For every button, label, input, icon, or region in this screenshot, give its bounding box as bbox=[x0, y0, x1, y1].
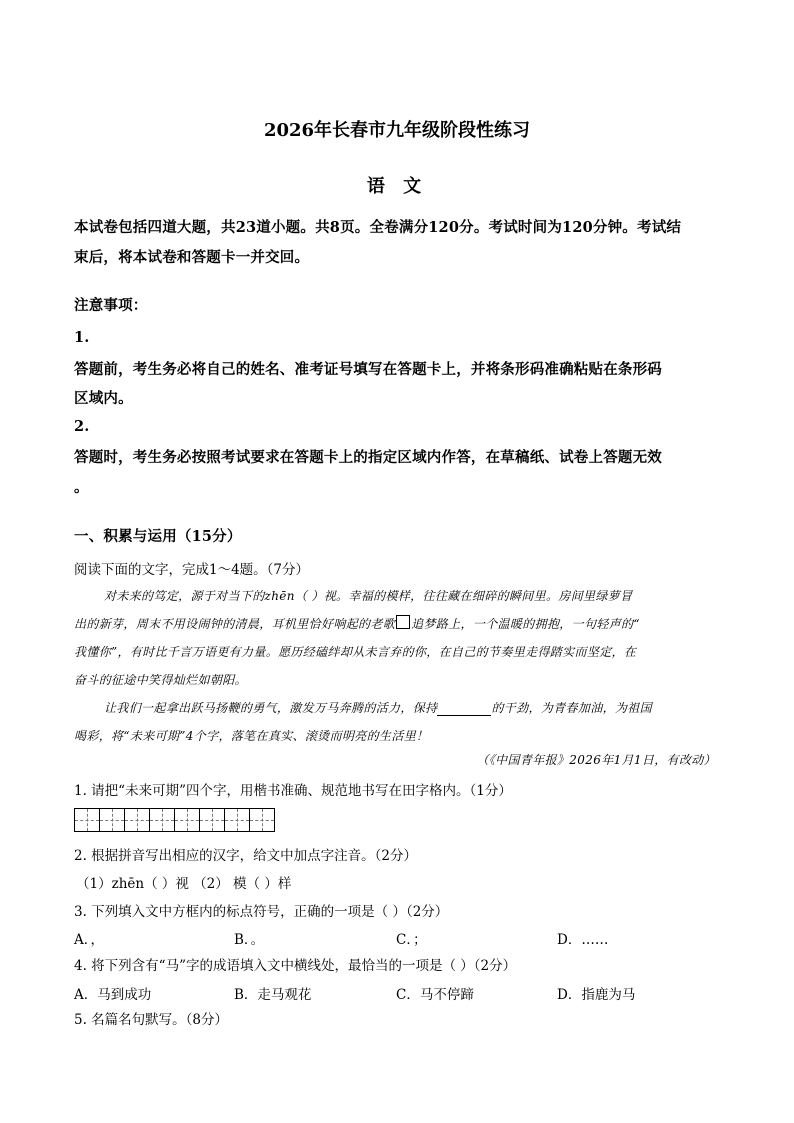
passage-line-5-end: 的干劲，为青春加油，为祖国 bbox=[491, 701, 653, 715]
q4-option-a[interactable]: A．马到成功 bbox=[74, 987, 152, 1003]
tianzige-grid[interactable] bbox=[74, 808, 275, 832]
notice-item-1-line-1: 答题前，考生务必将自己的姓名、准考证号填写在答题卡上，并将条形码准确粘贴在条形码 bbox=[74, 361, 662, 378]
section-instruction: 阅读下面的文字，完成1～4题。（7分） bbox=[74, 562, 310, 578]
question-4: 4. 将下列含有“马”字的成语填入文中横线处，最恰当的一项是（ ）（2分） bbox=[74, 958, 517, 974]
passage-line-2 bbox=[74, 615, 640, 632]
question-2-subitems: （1）zhēn（ ）视 （2） 模（ ）样 bbox=[76, 876, 292, 892]
notice-item-1-number: 1. bbox=[74, 329, 90, 346]
passage-line-5-start: 让我们一起拿出跃马扬鞭的勇气，激发万马奔腾的活力，保持 bbox=[104, 701, 438, 715]
punctuation-box bbox=[396, 615, 410, 629]
subject-title: 语 文 bbox=[366, 176, 428, 197]
q3-option-d[interactable]: D．…… bbox=[557, 932, 609, 948]
q3-option-a[interactable]: A．， bbox=[74, 932, 104, 948]
notice-item-2-line-2: 。 bbox=[74, 479, 89, 496]
notice-item-2-line-1: 答题时，考生务必按照考试要求在答题卡上的指定区域内作答，在草稿纸、试卷上答题无效 bbox=[74, 449, 662, 466]
q4-option-b[interactable]: B．走马观花 bbox=[234, 987, 312, 1003]
grid-cell[interactable] bbox=[150, 809, 175, 831]
grid-cell[interactable] bbox=[100, 809, 125, 831]
intro-line-2: 束后，将本试卷和答题卡一并交回。 bbox=[74, 249, 310, 266]
intro-line-1: 本试卷包括四道大题，共23道小题。共8页。全卷满分120分。考试时间为120分钟。考试结 bbox=[74, 219, 682, 236]
fill-blank-line bbox=[437, 703, 491, 716]
question-5: 5. 名篇名句默写。（8分） bbox=[74, 1012, 229, 1028]
grid-cell[interactable] bbox=[125, 809, 150, 831]
q3-option-c[interactable]: C．； bbox=[396, 932, 427, 948]
passage-line-1: 对未来的笃定，源于对当下的zhēn（ ）视。幸福的模样，往往藏在细碎的瞬间里。房间里绿萝冒 bbox=[104, 589, 633, 603]
passage-line-6: 喝彩，将“未来可期”4个字，落笔在真实、滚烫而明亮的生活里！ bbox=[74, 729, 429, 743]
section-heading: 一、积累与运用（15分） bbox=[74, 528, 242, 545]
passage-line-3: 我懂你”，有时比千言万语更有力量。愿历经磕绊却从未言弃的你，在自己的节奏里走得踏实而坚定，在 bbox=[74, 645, 637, 659]
q4-option-c[interactable]: C．马不停蹄 bbox=[396, 987, 474, 1003]
grid-cell[interactable] bbox=[175, 809, 200, 831]
grid-cell[interactable] bbox=[200, 809, 225, 831]
notice-item-1-line-2: 区域内。 bbox=[74, 390, 133, 407]
passage-line-5 bbox=[104, 699, 652, 716]
grid-cell[interactable] bbox=[250, 809, 274, 831]
page-title: 2026年长春市九年级阶段性练习 bbox=[263, 120, 531, 141]
passage-line-2-start: 出的新芽，周末不用设闹钟的清晨，耳机里恰好响起的老歌 bbox=[74, 617, 396, 631]
passage-line-4: 奋斗的征途中笑得灿烂如朝阳。 bbox=[74, 673, 247, 687]
passage-source: （《中国青年报》2026年1月1日，有改动） bbox=[476, 753, 716, 767]
question-2: 2. 根据拼音写出相应的汉字，给文中加点字注音。（2分） bbox=[74, 848, 418, 864]
q3-option-b[interactable]: B．。 bbox=[234, 932, 265, 948]
notice-heading: 注意事项： bbox=[74, 297, 148, 314]
q4-option-d[interactable]: D．指鹿为马 bbox=[557, 987, 636, 1003]
question-1: 1. 请把“未来可期”四个字，用楷书准确、规范地书写在田字格内。（1分） bbox=[74, 783, 512, 799]
grid-cell[interactable] bbox=[225, 809, 250, 831]
grid-cell[interactable] bbox=[75, 809, 100, 831]
question-3: 3. 下列填入文中方框内的标点符号，正确的一项是（ ）（2分） bbox=[74, 904, 449, 920]
passage-line-2-end: 追梦路上，一个温暖的拥抱，一句轻声的“ bbox=[411, 617, 640, 631]
notice-item-2-number: 2. bbox=[74, 418, 90, 435]
